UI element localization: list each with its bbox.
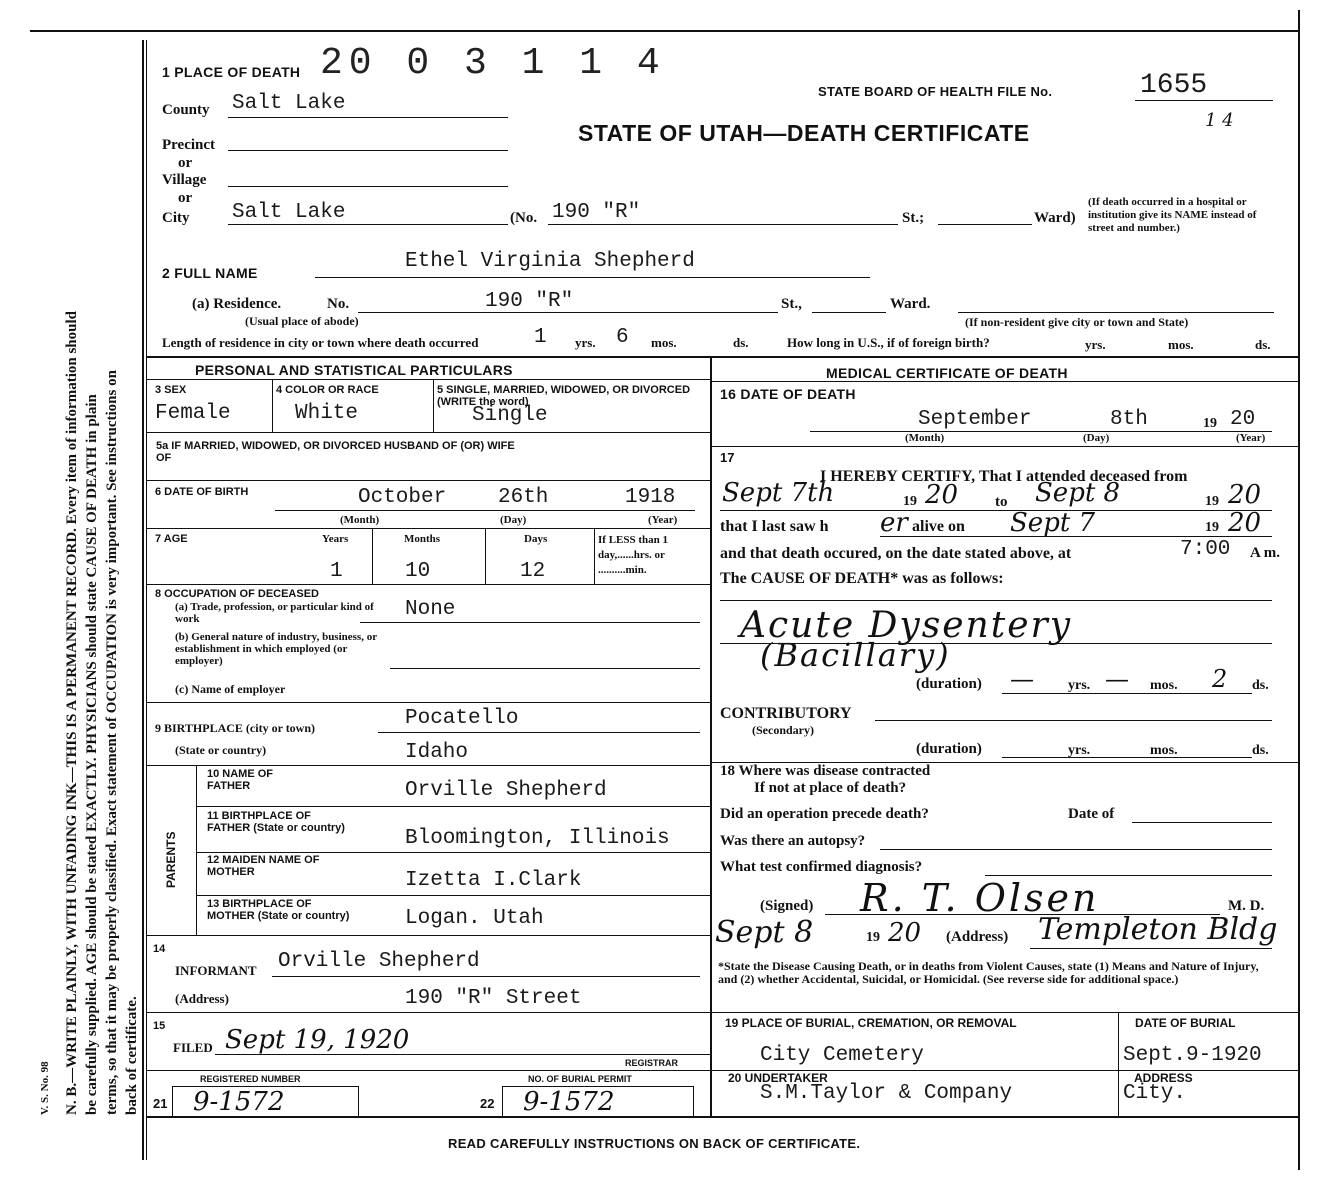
filed-no: 15 — [153, 1020, 166, 1032]
contributory-label: CONTRIBUTORY — [720, 705, 852, 722]
residence-line — [358, 312, 778, 313]
dob-month-caption: (Month) — [340, 514, 380, 526]
cause-rule-1 — [720, 600, 1272, 601]
burial-permit-prefix: 22 — [480, 1096, 495, 1111]
bottom-rule — [146, 1116, 1298, 1118]
city-value: Salt Lake — [232, 201, 346, 224]
reg-number-label: REGISTERED NUMBER — [200, 1074, 301, 1084]
undertaker-address-label: ADDRESS — [1134, 1071, 1193, 1085]
physician-address-label: (Address) — [946, 929, 1009, 945]
informant-value: Orville Shepherd — [278, 950, 480, 973]
frame-top — [30, 30, 1300, 32]
sex-value: Female — [155, 402, 231, 425]
us-ds-label: ds. — [1255, 337, 1271, 352]
color-value: White — [295, 402, 359, 425]
sidebar-line-3: terms, so that it may be properly classified. Exact statement of OCCUPATION is very important. See instructions on — [104, 370, 120, 1115]
dob-year-caption: (Year) — [648, 514, 678, 526]
row-line-9 — [196, 895, 710, 896]
row-line-7 — [196, 806, 710, 807]
length-ds-label: ds. — [733, 335, 749, 350]
length-yrs-label: yrs. — [575, 335, 596, 350]
date-of-label: Date of — [1068, 806, 1115, 822]
row-line-12 — [146, 1070, 710, 1071]
mother-bp-value: Logan. Utah — [405, 907, 544, 930]
age-months-value: 10 — [405, 560, 431, 583]
father-value: Orville Shepherd — [405, 779, 607, 802]
place-of-death-label: 1 PLACE OF DEATH — [162, 64, 301, 80]
from-year-prefix: 19 — [903, 494, 917, 509]
residence-ward-line — [812, 312, 886, 313]
us-residence-label: How long in U.S., if of foreign birth? — [787, 335, 990, 350]
birthplace-state: Idaho — [405, 741, 469, 764]
contrib-mos-label: mos. — [1150, 743, 1178, 758]
marital-value: Single — [472, 404, 548, 427]
occupation-value: None — [405, 598, 456, 621]
duration-mos-label: mos. — [1150, 678, 1178, 693]
item-18-label: 18 Where was disease contracted — [720, 763, 931, 779]
full-name-label: 2 FULL NAME — [162, 265, 258, 281]
signed-year: 20 — [888, 918, 922, 948]
dod-year-prefix: 19 — [1203, 416, 1217, 431]
county-value: Salt Lake — [232, 92, 346, 115]
informant-no: 14 — [153, 943, 166, 955]
occupation-line — [360, 622, 700, 623]
death-time: 7:00 — [1180, 538, 1231, 561]
date-of-line — [1132, 822, 1272, 823]
physician-signature: R. T. Olsen — [860, 876, 1100, 920]
parents-label: PARENTS — [164, 831, 178, 888]
row-line-8 — [196, 852, 710, 853]
employer-label: (c) Name of employer — [175, 682, 286, 696]
alive-on-text: alive on — [912, 518, 965, 535]
residence-ward-label: Ward. — [890, 296, 931, 312]
reg-number-box — [172, 1086, 359, 1118]
sex-divider — [272, 380, 273, 432]
md-label: M. D. — [1228, 898, 1265, 914]
to-year-prefix: 19 — [1205, 494, 1219, 509]
contrib-ds-label: ds. — [1252, 743, 1269, 758]
birthplace-line — [378, 732, 700, 733]
burial-date-value: Sept.9-1920 — [1123, 1044, 1262, 1067]
burial-divider — [1118, 1012, 1119, 1116]
row-line-11 — [146, 1012, 710, 1013]
residence-st-label: St., — [781, 296, 802, 312]
birthplace-label: 9 BIRTHPLACE (city or town) — [155, 721, 316, 735]
burial-permit-value: 9-1572 — [523, 1087, 615, 1117]
duration-ds: 2 — [1212, 665, 1228, 693]
duration-line — [1002, 693, 1252, 694]
length-mos-label: mos. — [651, 335, 677, 350]
usual-place-note: (Usual place of abode) — [245, 314, 359, 328]
personal-title-line — [146, 379, 710, 380]
spouse-label: 5a IF MARRIED, WIDOWED, OR DIVORCED HUSBAND OF (OR) WIFE OF — [156, 440, 515, 464]
row-line-1 — [146, 432, 710, 433]
test-label: What test confirmed diagnosis? — [720, 859, 923, 875]
physician-address-line — [1030, 948, 1272, 949]
mother-label: 12 MAIDEN NAME OF MOTHER — [207, 854, 320, 878]
occupation-a-label: (a) Trade, profession, or particular kind of work — [175, 601, 374, 625]
dod-month: September — [918, 408, 1032, 431]
row-line-6 — [146, 765, 710, 766]
cause-label: The CAUSE OF DEATH* was as follows: — [720, 570, 1004, 587]
county-line — [228, 117, 508, 118]
dob-line — [275, 510, 695, 511]
undertaker-address-value: City. — [1123, 1082, 1187, 1105]
age-months-label: Months — [404, 533, 441, 545]
operation-label: Did an operation precede death? — [720, 806, 929, 822]
age-less-label: If LESS than 1 day,......hrs. or ..........min. — [598, 534, 669, 576]
st-label: St.; — [902, 210, 925, 226]
registrar-label: REGISTRAR — [625, 1058, 679, 1068]
or-2: or — [178, 190, 193, 206]
from-year: 20 — [925, 480, 959, 510]
city-label: City — [162, 210, 190, 226]
birthplace-city: Pocatello — [405, 707, 519, 730]
age-days-value: 12 — [520, 560, 546, 583]
father-bp-label: 11 BIRTHPLACE OF FATHER (State or country) — [207, 810, 345, 834]
row-line-5 — [146, 702, 710, 703]
file-note: 1 4 — [1205, 110, 1234, 131]
sidebar-line-1: N. B.—WRITE PLAINLY, WITH UNFADING INK—THIS IS A PERMANENT RECORD. Every item of information should — [64, 311, 80, 1115]
dob-day: 26th — [498, 486, 549, 509]
burial-place-value: City Cemetery — [760, 1044, 924, 1067]
death-time-suffix: A m. — [1250, 545, 1280, 561]
parents-divider — [196, 765, 197, 935]
occupation-b-label: (b) General nature of industry, business, or establishment in which employed (or employer) — [175, 631, 377, 667]
signed-date: Sept 8 — [715, 915, 814, 950]
cause-footnote: *State the Disease Causing Death, or in deaths from Violent Causes, state (1) Means and Nature of Injury, and (2) whether Accidental, Suicidal, or Homicidal. (See reverse side for additional space.) — [718, 959, 1259, 986]
or-1: or — [178, 155, 193, 171]
attend-to: Sept 8 — [1035, 478, 1121, 508]
last-saw-date: Sept 7 — [1010, 508, 1096, 538]
filed-value: Sept 19, 1920 — [225, 1025, 410, 1055]
color-label: 4 COLOR OR RACE — [276, 384, 379, 396]
burial-place-label: 19 PLACE OF BURIAL, CREMATION, OR REMOVAL — [725, 1016, 1017, 1030]
precinct-line — [228, 150, 508, 151]
length-residence-label: Length of residence in city or town where death occurred — [162, 335, 479, 350]
row-line-2 — [146, 480, 710, 481]
attend-from: Sept 7th — [722, 478, 835, 508]
contrib-yrs-label: yrs. — [1068, 743, 1091, 758]
informant-label: INFORMANT — [175, 963, 257, 978]
burial-date-label: DATE OF BURIAL — [1135, 1016, 1236, 1030]
form-number: V. S. No. 98 — [39, 1061, 51, 1115]
to-year: 20 — [1228, 480, 1262, 510]
page-title: STATE OF UTAH—DEATH CERTIFICATE — [578, 120, 1030, 146]
duration-ds-label: ds. — [1252, 678, 1269, 693]
reg-number-value: 9-1572 — [193, 1087, 285, 1117]
age-div-1 — [372, 528, 373, 584]
full-name-line — [315, 277, 870, 278]
residence-label: (a) Residence. — [192, 296, 282, 312]
attend-line — [720, 510, 1272, 511]
nonresident-note: (If non-resident give city or town and State) — [965, 315, 1189, 329]
street-no-value: 190 "R" — [552, 201, 641, 224]
footer-instructions: READ CAREFULLY INSTRUCTIONS ON BACK OF CERTIFICATE. — [448, 1136, 861, 1151]
signed-label: (Signed) — [760, 898, 814, 914]
row-line-4 — [146, 584, 710, 585]
length-yrs-value: 1 — [534, 326, 547, 349]
dod-label: 16 DATE OF DEATH — [720, 386, 856, 402]
burial-permit-box — [502, 1086, 694, 1118]
street-no-label: (No. — [510, 210, 538, 226]
color-divider — [433, 380, 434, 432]
city-line — [228, 224, 508, 225]
burial-permit-label: NO. OF BURIAL PERMIT — [528, 1074, 632, 1084]
age-days-label: Days — [524, 533, 548, 545]
dod-day-caption: (Day) — [1083, 432, 1110, 444]
last-saw-line — [880, 536, 1272, 537]
last-saw-text: that I last saw h — [720, 518, 829, 535]
undertaker-value: S.M.Taylor & Company — [760, 1082, 1013, 1105]
duration-yrs-label: yrs. — [1068, 678, 1091, 693]
dob-month: October — [358, 486, 447, 509]
us-yrs-label: yrs. — [1085, 337, 1106, 352]
cause-line-1: Acute Dysentery — [740, 605, 1073, 646]
file-no: 1655 — [1140, 70, 1208, 101]
duration-label: (duration) — [916, 676, 982, 692]
certify-text: I HEREBY CERTIFY, That I attended deceased from — [820, 468, 1188, 485]
father-bp-clip — [405, 827, 707, 850]
mother-bp-label: 13 BIRTHPLACE OF MOTHER (State or country) — [207, 898, 350, 922]
sidebar-line-2: be carefully supplied. AGE should be stated EXACTLY. PHYSICIANS should state CAUSE OF DEATH in plain — [84, 394, 100, 1115]
death-occurred-text: and that death occured, on the date stated above, at — [720, 545, 1072, 562]
ward-label: Ward) — [1034, 210, 1076, 226]
father-label: 10 NAME OF FATHER — [207, 768, 274, 792]
sex-label: 3 SEX — [155, 384, 187, 396]
dob-year: 1918 — [625, 486, 676, 509]
last-saw-pronoun: er — [880, 508, 908, 538]
last-year: 20 — [1228, 508, 1262, 538]
precinct-label: Precinct — [162, 137, 216, 153]
medical-section-title: MEDICAL CERTIFICATE OF DEATH — [826, 365, 1068, 381]
section-divider — [146, 356, 1298, 358]
row-line-3 — [146, 528, 710, 529]
frame-right — [1298, 10, 1300, 1170]
file-no-line — [1135, 100, 1273, 101]
street-line — [548, 224, 898, 225]
village-label: Village — [162, 172, 207, 188]
dod-bottom-line — [710, 446, 1298, 447]
mother-value: Izetta I.Clark — [405, 869, 582, 892]
reg-number-prefix: 21 — [153, 1096, 168, 1111]
item-17: 17 — [720, 450, 735, 465]
if-not-label: If not at place of death? — [754, 780, 907, 796]
dob-day-caption: (Day) — [500, 514, 527, 526]
dod-year-caption: (Year) — [1236, 432, 1266, 444]
age-years-value: 1 — [330, 560, 343, 583]
village-line — [228, 186, 508, 187]
informant-address: 190 "R" Street — [405, 987, 582, 1010]
filed-line — [215, 1054, 710, 1055]
stamp-number: 20 0 3 1 1 4 — [320, 42, 666, 85]
age-div-3 — [594, 528, 595, 584]
hospital-note: (If death occurred in a hospital or institution give its NAME instead of street and number.) — [1088, 196, 1257, 234]
filed-label: FILED — [173, 1040, 213, 1055]
residence-no-value: 190 "R" — [485, 290, 574, 313]
contributory-line — [875, 720, 1272, 721]
personal-section-title: PERSONAL AND STATISTICAL PARTICULARS — [195, 362, 513, 378]
marital-label: 5 SINGLE, MARRIED, WIDOWED, OR DIVORCED (WRITE the word) — [437, 384, 691, 408]
informant-line — [272, 976, 700, 977]
informant-address-label: (Address) — [175, 991, 229, 1006]
instructions-sidebar — [14, 60, 140, 1160]
contrib-duration-label: (duration) — [916, 741, 982, 757]
frame-left — [142, 40, 144, 1160]
residence-no-label: No. — [327, 296, 350, 312]
row-line-10 — [146, 935, 710, 936]
dod-line — [810, 431, 1272, 432]
physician-address: Templeton Bldg — [1038, 912, 1278, 947]
autopsy-line — [880, 849, 1272, 850]
dod-day: 8th — [1110, 408, 1148, 431]
to-label: to — [995, 494, 1008, 510]
dod-year: 20 — [1230, 408, 1256, 431]
birthplace-state-label: (State or country) — [175, 743, 267, 757]
age-years-label: Years — [322, 533, 349, 545]
file-no-label: STATE BOARD OF HEALTH FILE No. — [818, 84, 1053, 99]
ward-line — [938, 224, 1032, 225]
full-name-value: Ethel Virginia Shepherd — [405, 250, 695, 273]
contrib-duration-line — [1002, 757, 1252, 758]
signed-year-prefix: 19 — [866, 930, 880, 945]
frame-left-inner — [146, 40, 147, 1160]
column-divider — [710, 356, 712, 1116]
nonresident-line — [958, 312, 1274, 313]
sidebar-line-4: back of certificate. — [124, 996, 140, 1115]
medical-title-line — [710, 381, 1298, 382]
duration-yrs: — — [1010, 665, 1034, 693]
last-year-prefix: 19 — [1205, 520, 1219, 535]
occupation-label: 8 OCCUPATION OF DECEASED — [155, 588, 319, 600]
autopsy-label: Was there an autopsy? — [720, 833, 866, 849]
father-bp-value: Bloomington, Illinois — [405, 827, 670, 850]
occupation-b-line — [390, 668, 700, 669]
footnote-bottom-line — [710, 1012, 1298, 1013]
dod-month-caption: (Month) — [905, 432, 945, 444]
cause-line-2: (Bacillary) — [760, 636, 951, 674]
age-div-2 — [485, 528, 486, 584]
secondary-label: (Secondary) — [752, 723, 814, 737]
undertaker-label: 20 UNDERTAKER — [728, 1071, 828, 1085]
dob-label: 6 DATE OF BIRTH — [155, 486, 249, 498]
age-label: 7 AGE — [155, 533, 188, 545]
length-mos-value: 6 — [616, 326, 629, 349]
us-mos-label: mos. — [1168, 337, 1194, 352]
county-label: County — [162, 102, 210, 118]
duration-mos: — — [1105, 665, 1129, 693]
